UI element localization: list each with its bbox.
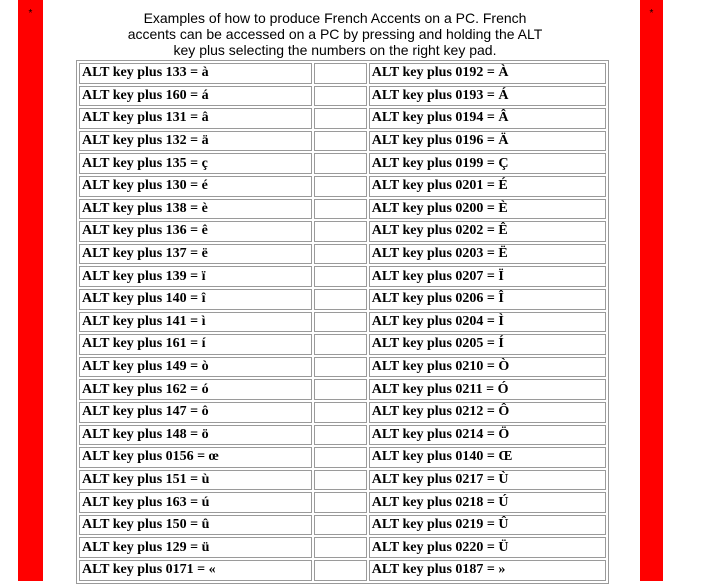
spacer-cell xyxy=(314,312,367,333)
spacer-cell xyxy=(314,244,367,265)
spacer-cell xyxy=(314,153,367,174)
uppercase-cell: ALT key plus 0204 = Ì xyxy=(369,312,606,333)
lowercase-cell: ALT key plus 136 = ê xyxy=(79,221,312,242)
lowercase-cell: ALT key plus 150 = û xyxy=(79,515,312,536)
lowercase-cell: ALT key plus 151 = ù xyxy=(79,470,312,491)
lowercase-cell: ALT key plus 138 = è xyxy=(79,199,312,220)
uppercase-cell: ALT key plus 0193 = Á xyxy=(369,86,606,107)
lowercase-cell: ALT key plus 132 = ä xyxy=(79,131,312,152)
table-row xyxy=(79,108,606,129)
uppercase-cell: ALT key plus 0192 = À xyxy=(369,63,606,84)
spacer-cell xyxy=(314,515,367,536)
table-row xyxy=(79,153,606,174)
spacer-cell xyxy=(314,379,367,400)
right-red-bar xyxy=(640,0,663,581)
spacer-cell xyxy=(314,86,367,107)
uppercase-cell: ALT key plus 0211 = Ó xyxy=(369,379,606,400)
uppercase-cell: ALT key plus 0207 = Ï xyxy=(369,266,606,287)
spacer-cell xyxy=(314,447,367,468)
lowercase-cell: ALT key plus 139 = ï xyxy=(79,266,312,287)
lowercase-cell: ALT key plus 140 = î xyxy=(79,289,312,310)
uppercase-cell: ALT key plus 0218 = Ú xyxy=(369,492,606,513)
spacer-cell xyxy=(314,334,367,355)
table-row xyxy=(79,447,606,468)
spacer-cell xyxy=(314,470,367,491)
table-row xyxy=(79,266,606,287)
table-row xyxy=(79,334,606,355)
table-row xyxy=(79,560,606,581)
lowercase-cell: ALT key plus 129 = ü xyxy=(79,537,312,558)
lowercase-cell: ALT key plus 0156 = œ xyxy=(79,447,312,468)
spacer-cell xyxy=(314,131,367,152)
uppercase-cell: ALT key plus 0205 = Í xyxy=(369,334,606,355)
left-red-bar xyxy=(18,0,43,581)
table-row xyxy=(79,537,606,558)
lowercase-cell: ALT key plus 0171 = « xyxy=(79,560,312,581)
lowercase-cell: ALT key plus 137 = ë xyxy=(79,244,312,265)
uppercase-cell: ALT key plus 0212 = Ô xyxy=(369,402,606,423)
spacer-cell xyxy=(314,492,367,513)
uppercase-cell: ALT key plus 0206 = Î xyxy=(369,289,606,310)
lowercase-cell: ALT key plus 141 = ì xyxy=(79,312,312,333)
accent-table-body xyxy=(79,63,606,581)
table-row xyxy=(79,379,606,400)
spacer-cell xyxy=(314,402,367,423)
lowercase-cell: ALT key plus 162 = ó xyxy=(79,379,312,400)
uppercase-cell: ALT key plus 0202 = Ê xyxy=(369,221,606,242)
table-row xyxy=(79,221,606,242)
spacer-cell xyxy=(314,357,367,378)
lowercase-cell: ALT key plus 147 = ô xyxy=(79,402,312,423)
uppercase-cell: ALT key plus 0201 = É xyxy=(369,176,606,197)
lowercase-cell: ALT key plus 133 = à xyxy=(79,63,312,84)
spacer-cell xyxy=(314,108,367,129)
uppercase-cell: ALT key plus 0196 = Ä xyxy=(369,131,606,152)
spacer-cell xyxy=(314,266,367,287)
lowercase-cell: ALT key plus 130 = é xyxy=(79,176,312,197)
table-row xyxy=(79,515,606,536)
table-row xyxy=(79,199,606,220)
uppercase-cell: ALT key plus 0194 = Â xyxy=(369,108,606,129)
lowercase-cell: ALT key plus 148 = ö xyxy=(79,425,312,446)
intro-text: Examples of how to produce French Accents on a PC. French accents can be accessed on a PC by pressing and holding the ALT key plus selecting the numbers on the right key pad. xyxy=(127,10,543,58)
spacer-cell xyxy=(314,221,367,242)
lowercase-cell: ALT key plus 131 = â xyxy=(79,108,312,129)
table-row xyxy=(79,289,606,310)
table-row xyxy=(79,63,606,84)
right-asterisk: * xyxy=(649,8,654,19)
uppercase-cell: ALT key plus 0199 = Ç xyxy=(369,153,606,174)
uppercase-cell: ALT key plus 0210 = Ò xyxy=(369,357,606,378)
table-row xyxy=(79,357,606,378)
uppercase-cell: ALT key plus 0214 = Ö xyxy=(369,425,606,446)
spacer-cell xyxy=(314,199,367,220)
table-row xyxy=(79,492,606,513)
left-asterisk: * xyxy=(28,8,33,19)
uppercase-cell: ALT key plus 0187 = » xyxy=(369,560,606,581)
lowercase-cell: ALT key plus 135 = ç xyxy=(79,153,312,174)
lowercase-cell: ALT key plus 160 = á xyxy=(79,86,312,107)
spacer-cell xyxy=(314,289,367,310)
uppercase-cell: ALT key plus 0140 = Œ xyxy=(369,447,606,468)
accent-table xyxy=(76,60,609,584)
table-row xyxy=(79,312,606,333)
uppercase-cell: ALT key plus 0203 = Ë xyxy=(369,244,606,265)
uppercase-cell: ALT key plus 0219 = Û xyxy=(369,515,606,536)
uppercase-cell: ALT key plus 0217 = Ù xyxy=(369,470,606,491)
uppercase-cell: ALT key plus 0220 = Ü xyxy=(369,537,606,558)
table-row xyxy=(79,131,606,152)
table-row xyxy=(79,176,606,197)
table-row xyxy=(79,425,606,446)
spacer-cell xyxy=(314,560,367,581)
table-row xyxy=(79,86,606,107)
lowercase-cell: ALT key plus 163 = ú xyxy=(79,492,312,513)
lowercase-cell: ALT key plus 149 = ò xyxy=(79,357,312,378)
spacer-cell xyxy=(314,537,367,558)
spacer-cell xyxy=(314,63,367,84)
lowercase-cell: ALT key plus 161 = í xyxy=(79,334,312,355)
table-row xyxy=(79,470,606,491)
table-row xyxy=(79,402,606,423)
spacer-cell xyxy=(314,425,367,446)
uppercase-cell: ALT key plus 0200 = È xyxy=(369,199,606,220)
table-row xyxy=(79,244,606,265)
spacer-cell xyxy=(314,176,367,197)
